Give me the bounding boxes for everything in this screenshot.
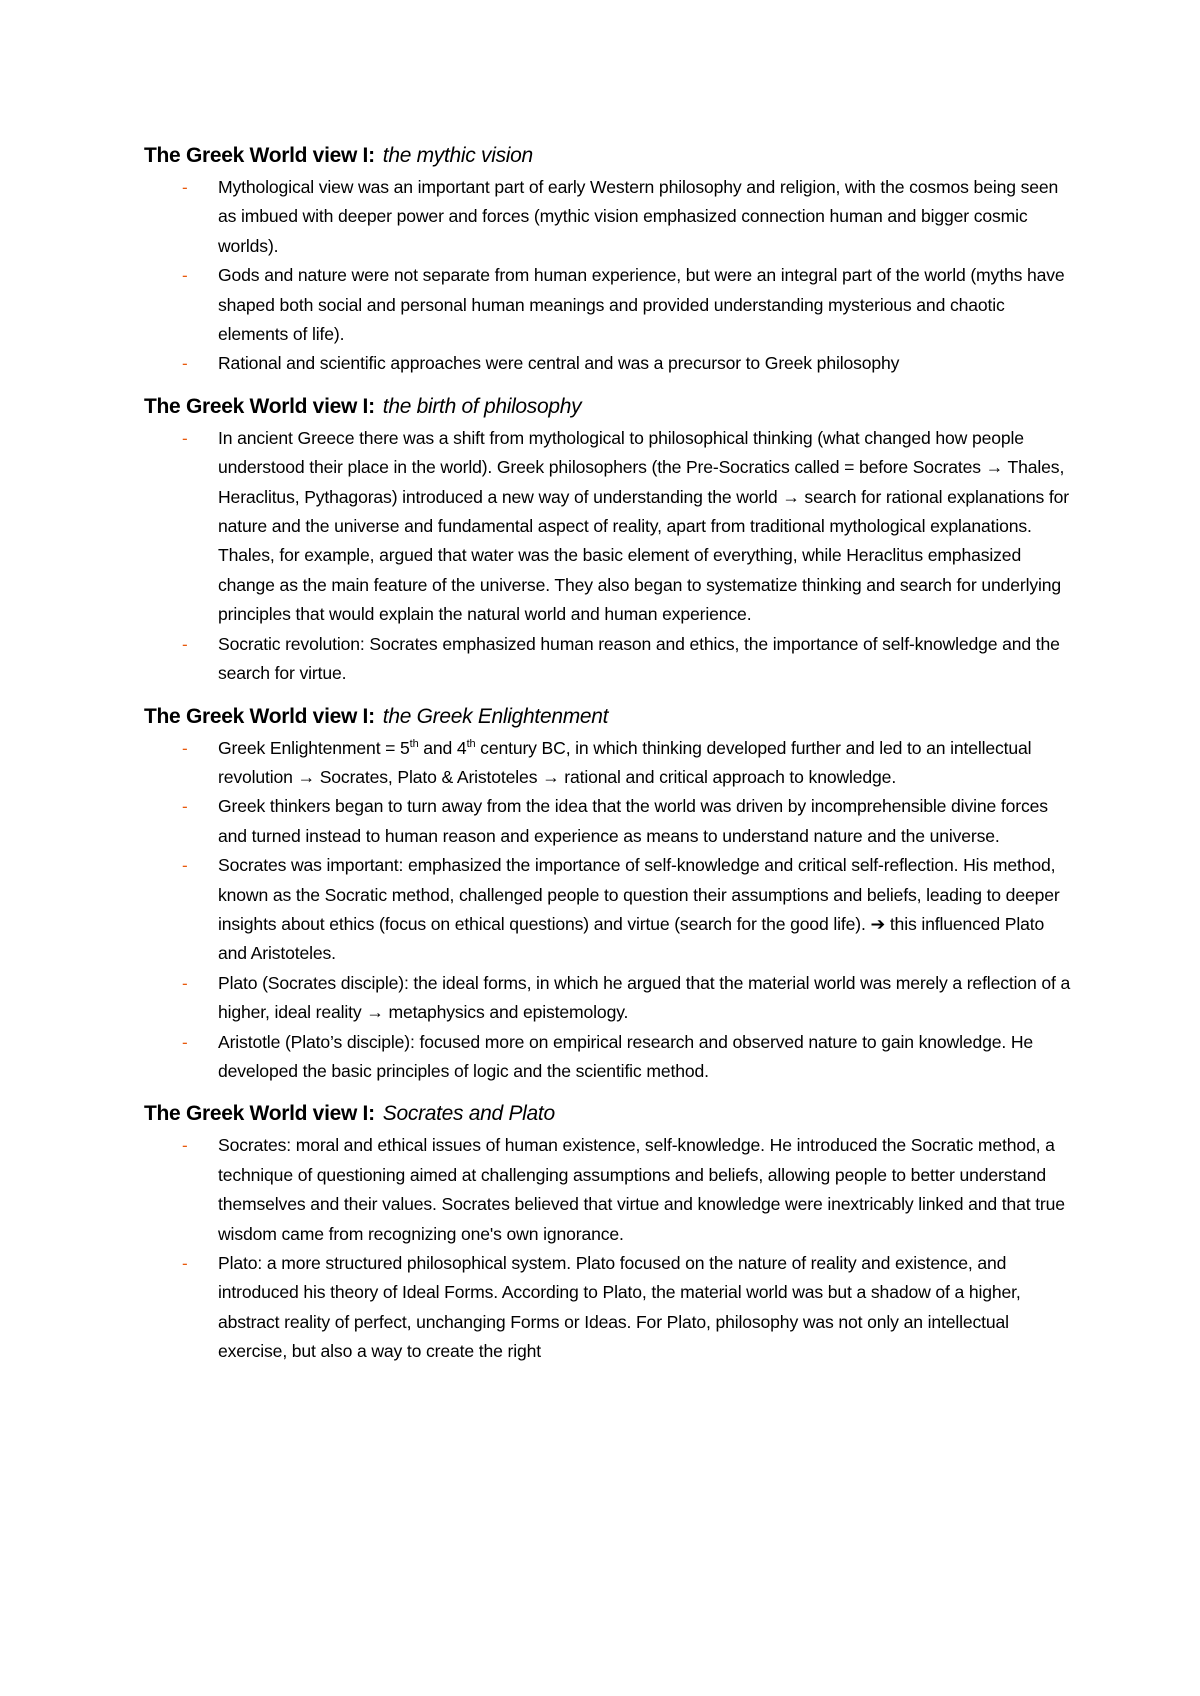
bullet-marker: - (182, 973, 188, 993)
heading-subtitle: the mythic vision (382, 144, 533, 167)
superscript: th (409, 737, 419, 750)
bullet-marker: - (182, 1032, 188, 1052)
bullet-text: Gods and nature were not separate from human experience, but were an integral part of the world (myths have shaped both social and personal human meanings and provided understanding mysterious and chaotic elements of life). (218, 265, 1065, 345)
heading-subtitle: the birth of philosophy (382, 394, 582, 418)
bullet-marker: - (182, 797, 188, 817)
bullet-marker: - (182, 354, 188, 374)
section-birth-of-philosophy (144, 393, 1074, 689)
list-item (144, 424, 1074, 630)
section-socrates-and-plato (144, 1100, 1074, 1366)
section-heading (144, 142, 1074, 170)
bullet-marker: - (182, 266, 188, 286)
list-item (144, 851, 1074, 969)
list-item (144, 1249, 1074, 1367)
section-mythic-vision (144, 142, 1074, 379)
list-item (144, 173, 1074, 261)
bullet-text: Greek Enlightenment = 5th and 4th century BC, in which thinking developed further and led to an intellectual revolution → Socrates, Plato & Aristoteles → rational and critical approach to knowledge. (218, 737, 1032, 787)
bullet-list (144, 424, 1074, 689)
list-item (144, 1028, 1074, 1087)
bullet-marker: - (182, 738, 188, 758)
bullet-text: Socrates: moral and ethical issues of human existence, self-knowledge. He introduced the Socratic method, a technique of questioning aimed at challenging assumptions and beliefs, allowing people to better understand themselves and their values. Socrates believed that virtue and knowledge were inextricably linked and that true wisdom came from recognizing one's own ignorance. (218, 1135, 1065, 1244)
bullet-text: Mythological view was an important part of early Western philosophy and religion, with the cosmos being seen as imbued with deeper power and forces (mythic vision emphasized connection human and bigger cosmic worlds). (218, 177, 1059, 256)
bullet-marker: - (182, 856, 188, 876)
list-item (144, 261, 1074, 349)
bullet-text: Aristotle (Plato’s disciple): focused more on empirical research and observed nature to gain knowledge. He developed the basic principles of logic and the scientific method. (218, 1031, 1034, 1081)
heading-title: The Greek World view I: (144, 704, 375, 728)
list-item (144, 969, 1074, 1028)
document-page (144, 142, 1074, 1381)
section-greek-enlightenment (144, 703, 1074, 1087)
bullet-marker: - (182, 178, 188, 197)
bullet-marker: - (182, 428, 188, 448)
bullet-text: Plato: a more structured philosophical system. Plato focused on the nature of reality and existence, and introduced his theory of Ideal Forms. According to Plato, the material world was but a shadow of a higher, abstract reality of perfect, unchanging Forms or Ideas. For Plato, philosophy was not only an intellectual exercise, but also a way to create the right (218, 1253, 1021, 1362)
bullet-text: Greek thinkers began to turn away from the idea that the world was driven by incomprehensible divine forces and turned instead to human reason and experience as means to understand nature and the universe. (218, 796, 1048, 846)
bullet-text: Socratic revolution: Socrates emphasized human reason and ethics, the importance of self-knowledge and the search for virtue. (218, 633, 1060, 684)
bullet-text: Plato (Socrates disciple): the ideal forms, in which he argued that the material world was merely a reflection of a higher, ideal reality → metaphysics and epistemology. (218, 972, 1071, 1023)
bullet-list (144, 173, 1074, 379)
bullet-marker: - (182, 1254, 188, 1273)
heading-subtitle: Socrates and Plato (382, 1102, 555, 1126)
heading-title: The Greek World view I: (144, 394, 375, 418)
list-item (144, 1131, 1074, 1249)
list-item (144, 792, 1074, 851)
section-heading (144, 703, 1074, 731)
bullet-text: In ancient Greece there was a shift from mythological to philosophical thinking (what changed how people understood their place in the world). Greek philosophers (the Pre-Socratics called = before Socrates → Thales, Heraclitus, Pythagoras) introduced a new way of understanding the world → search for rational explanations for nature and the universe and fundamental aspect of reality, apart from traditional mythological explanations. Thales, for example, argued that water was the basic element of everything, while Heraclitus emphasized change as the main feature of the universe. They also began to systematize thinking and search for underlying principles that would explain the natural world and human experience. (218, 427, 1069, 625)
section-heading (144, 1100, 1074, 1128)
bullet-text: Socrates was important: emphasized the importance of self-knowledge and critical self-reflection. His method, known as the Socratic method, challenged people to question their assumptions and beliefs, leading to deeper insights about ethics (focus on ethical questions) and virtue (search for the good life). ➔ this influenced Plato and Aristoteles. (218, 855, 1060, 964)
section-heading (144, 393, 1074, 421)
heading-subtitle: the Greek Enlightenment (382, 704, 609, 728)
bullet-list (144, 734, 1074, 1087)
bullet-text: Rational and scientific approaches were central and was a precursor to Greek philosophy (218, 353, 900, 374)
list-item (144, 734, 1074, 793)
heading-title: The Greek World view I: (144, 144, 375, 167)
superscript: th (466, 737, 476, 750)
list-item (144, 349, 1074, 378)
bullet-marker: - (182, 1136, 188, 1156)
heading-title: The Greek World view I: (144, 1102, 375, 1126)
bullet-marker: - (182, 634, 188, 654)
list-item (144, 630, 1074, 689)
bullet-list (144, 1131, 1074, 1366)
